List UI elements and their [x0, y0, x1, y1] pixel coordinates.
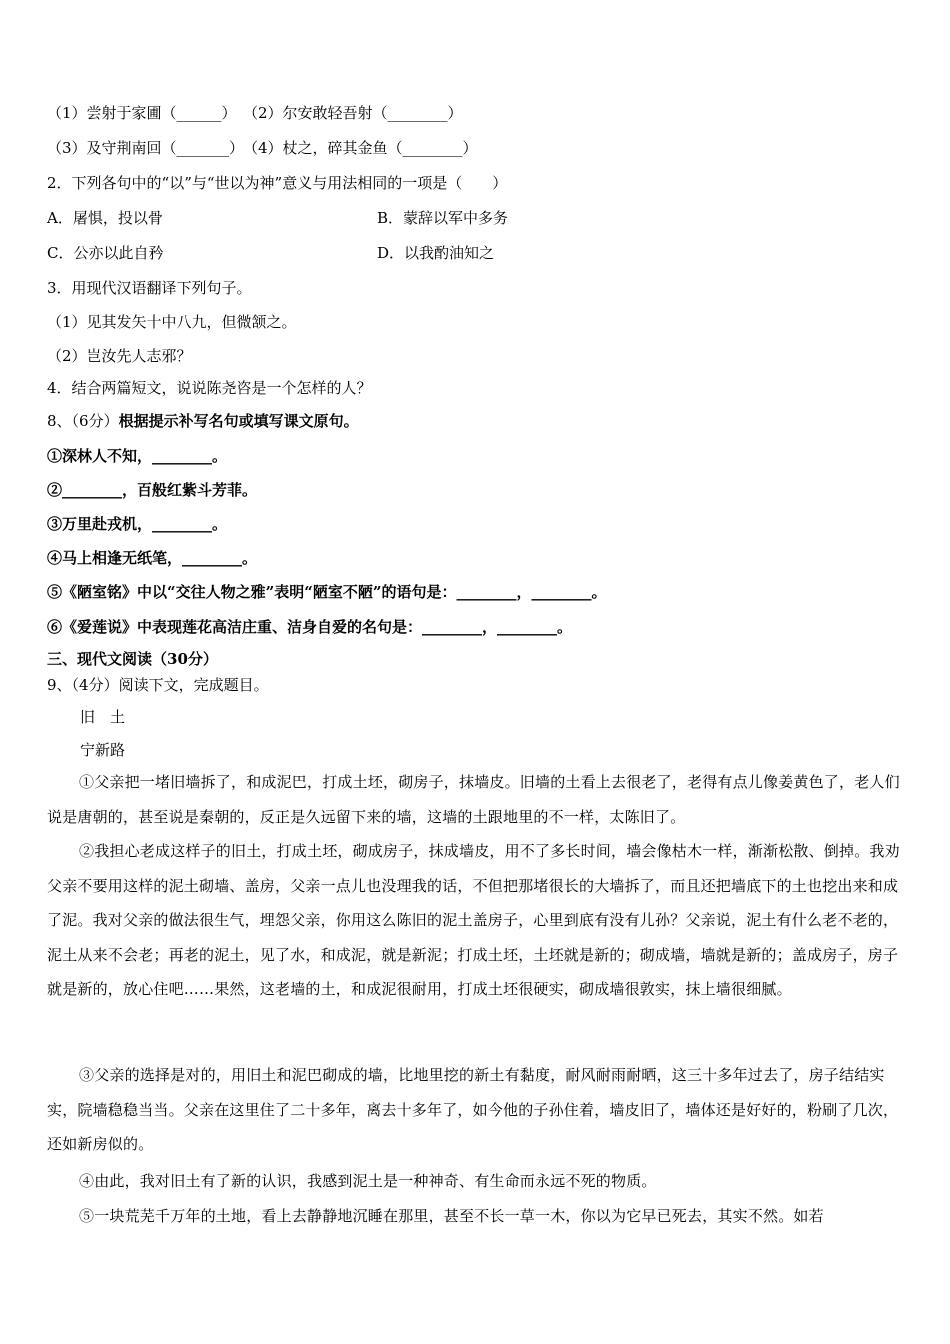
q1-line-2b: （4）杖之，碎其金鱼（________）	[243, 139, 478, 157]
q8-item-4: ④马上相逢无纸笔，________。	[47, 549, 258, 567]
article-paragraph-3: ③父亲的选择是对的，用旧土和泥巴砌成的墙，比地里挖的新土有黏度，耐风耐雨耐晒，这三十多年过去了，房子结结实实，院墙稳稳当当。父亲在这里住了二十多年，离去十多年了，如今他的子孙住着，墙皮旧了，墙体还是好好的，粉刷了几次，还如新房似的。	[47, 1066, 899, 1153]
article-paragraph-4: ④由此，我对旧土有了新的认识，我感到泥土是一种神奇、有生命而永远不死的物质。	[79, 1172, 657, 1190]
q4-stem: 4．结合两篇短文，说说陈尧咨是一个怎样的人？	[47, 379, 372, 397]
q3-sentence-2: （2）岂汝先人志邪？	[47, 347, 192, 365]
q8-item-2: ②________，百般红紫斗芳菲。	[47, 481, 258, 499]
q2-option-a: A．屠惧，投以骨	[47, 209, 163, 227]
q8-item-5: ⑤《陋室铭》中以“交往人物之雅”表明“陋室不陋”的语句是：________，________。	[47, 583, 607, 601]
q1-line-1b: （2）尔安敢轻吾射（________）	[243, 104, 463, 122]
q1-line-2a: （3）及守荆南回（_______）	[47, 139, 245, 157]
q2-stem: 2．下列各句中的“以”与“世以为神”意义与用法相同的一项是（ ）	[47, 174, 508, 192]
q3-stem: 3．用现代汉语翻译下列句子。	[47, 279, 252, 297]
article-paragraph-2: ②我担心老成这样子的旧土，打成土坯，砌成房子，抹成墙皮，用不了多长时间，墙会像枯木一样，渐渐松散、倒掉。我劝父亲不要用这样的泥土砌墙、盖房，父亲一点儿也没理我的话，不但把那堵很长的大墙拆了，而且还把墙底下的土也挖出来和成了泥。我对父亲的做法很生气，埋怨父亲，你用这么陈旧的泥土盖房子，心里到底有没有儿孙？父亲说，泥土有什么老不老的，泥土从来不会老；再老的泥土，见了水，和成泥，就是新泥；打成土坯，土坯就是新的；砌成墙，墙就是新的；盖成房子，房子就是新的，放心住吧……果然，这老墙的土，和成泥很耐用，打成土坯很硬实，砌成墙很敦实，抹上墙很细腻。	[47, 842, 900, 998]
q8-item-1: ①深林人不知，________。	[47, 447, 228, 465]
q8-header	[47, 411, 359, 431]
q9-stem: 9、（4分）阅读下文，完成题目。	[47, 676, 269, 694]
q2-option-c: C．公亦以此自矜	[47, 244, 164, 262]
q8-prefix: 8、（6分）	[47, 412, 119, 430]
q8-item-3: ③万里赴戎机，________。	[47, 515, 228, 533]
q3-sentence-1: （1）见其发矢十中八九，但微颔之。	[47, 313, 297, 331]
q8-item-6: ⑥《爱莲说》中表现莲花高洁庄重、洁身自爱的名句是：________，________。	[47, 618, 573, 636]
q2-option-b: B．蒙辞以军中多务	[377, 209, 509, 227]
q8-title: 根据提示补写名句或填写课文原句。	[118, 412, 359, 430]
article-paragraph-1: ①父亲把一堵旧墙拆了，和成泥巴，打成土坯，砌房子，抹墙皮。旧墙的土看上去很老了，老得有点儿像姜黄色了，老人们说是唐朝的，甚至说是秦朝的，反正是久远留下来的墙，这墙的土跟地里的不一样，太陈旧了。	[47, 773, 900, 826]
q2-option-d: D．以我酌油知之	[377, 244, 495, 262]
article-paragraph-5: ⑤一块荒芜千万年的土地，看上去静静地沉睡在那里，甚至不长一草一木，你以为它早已死去，其实不然。如若	[79, 1207, 824, 1225]
section-3-title: 三、现代文阅读（30分）	[47, 650, 218, 668]
q1-line-1a: （1）尝射于家圃（______）	[47, 104, 237, 122]
article-author: 宁新路	[80, 741, 126, 759]
article-title: 旧 土	[80, 708, 126, 726]
